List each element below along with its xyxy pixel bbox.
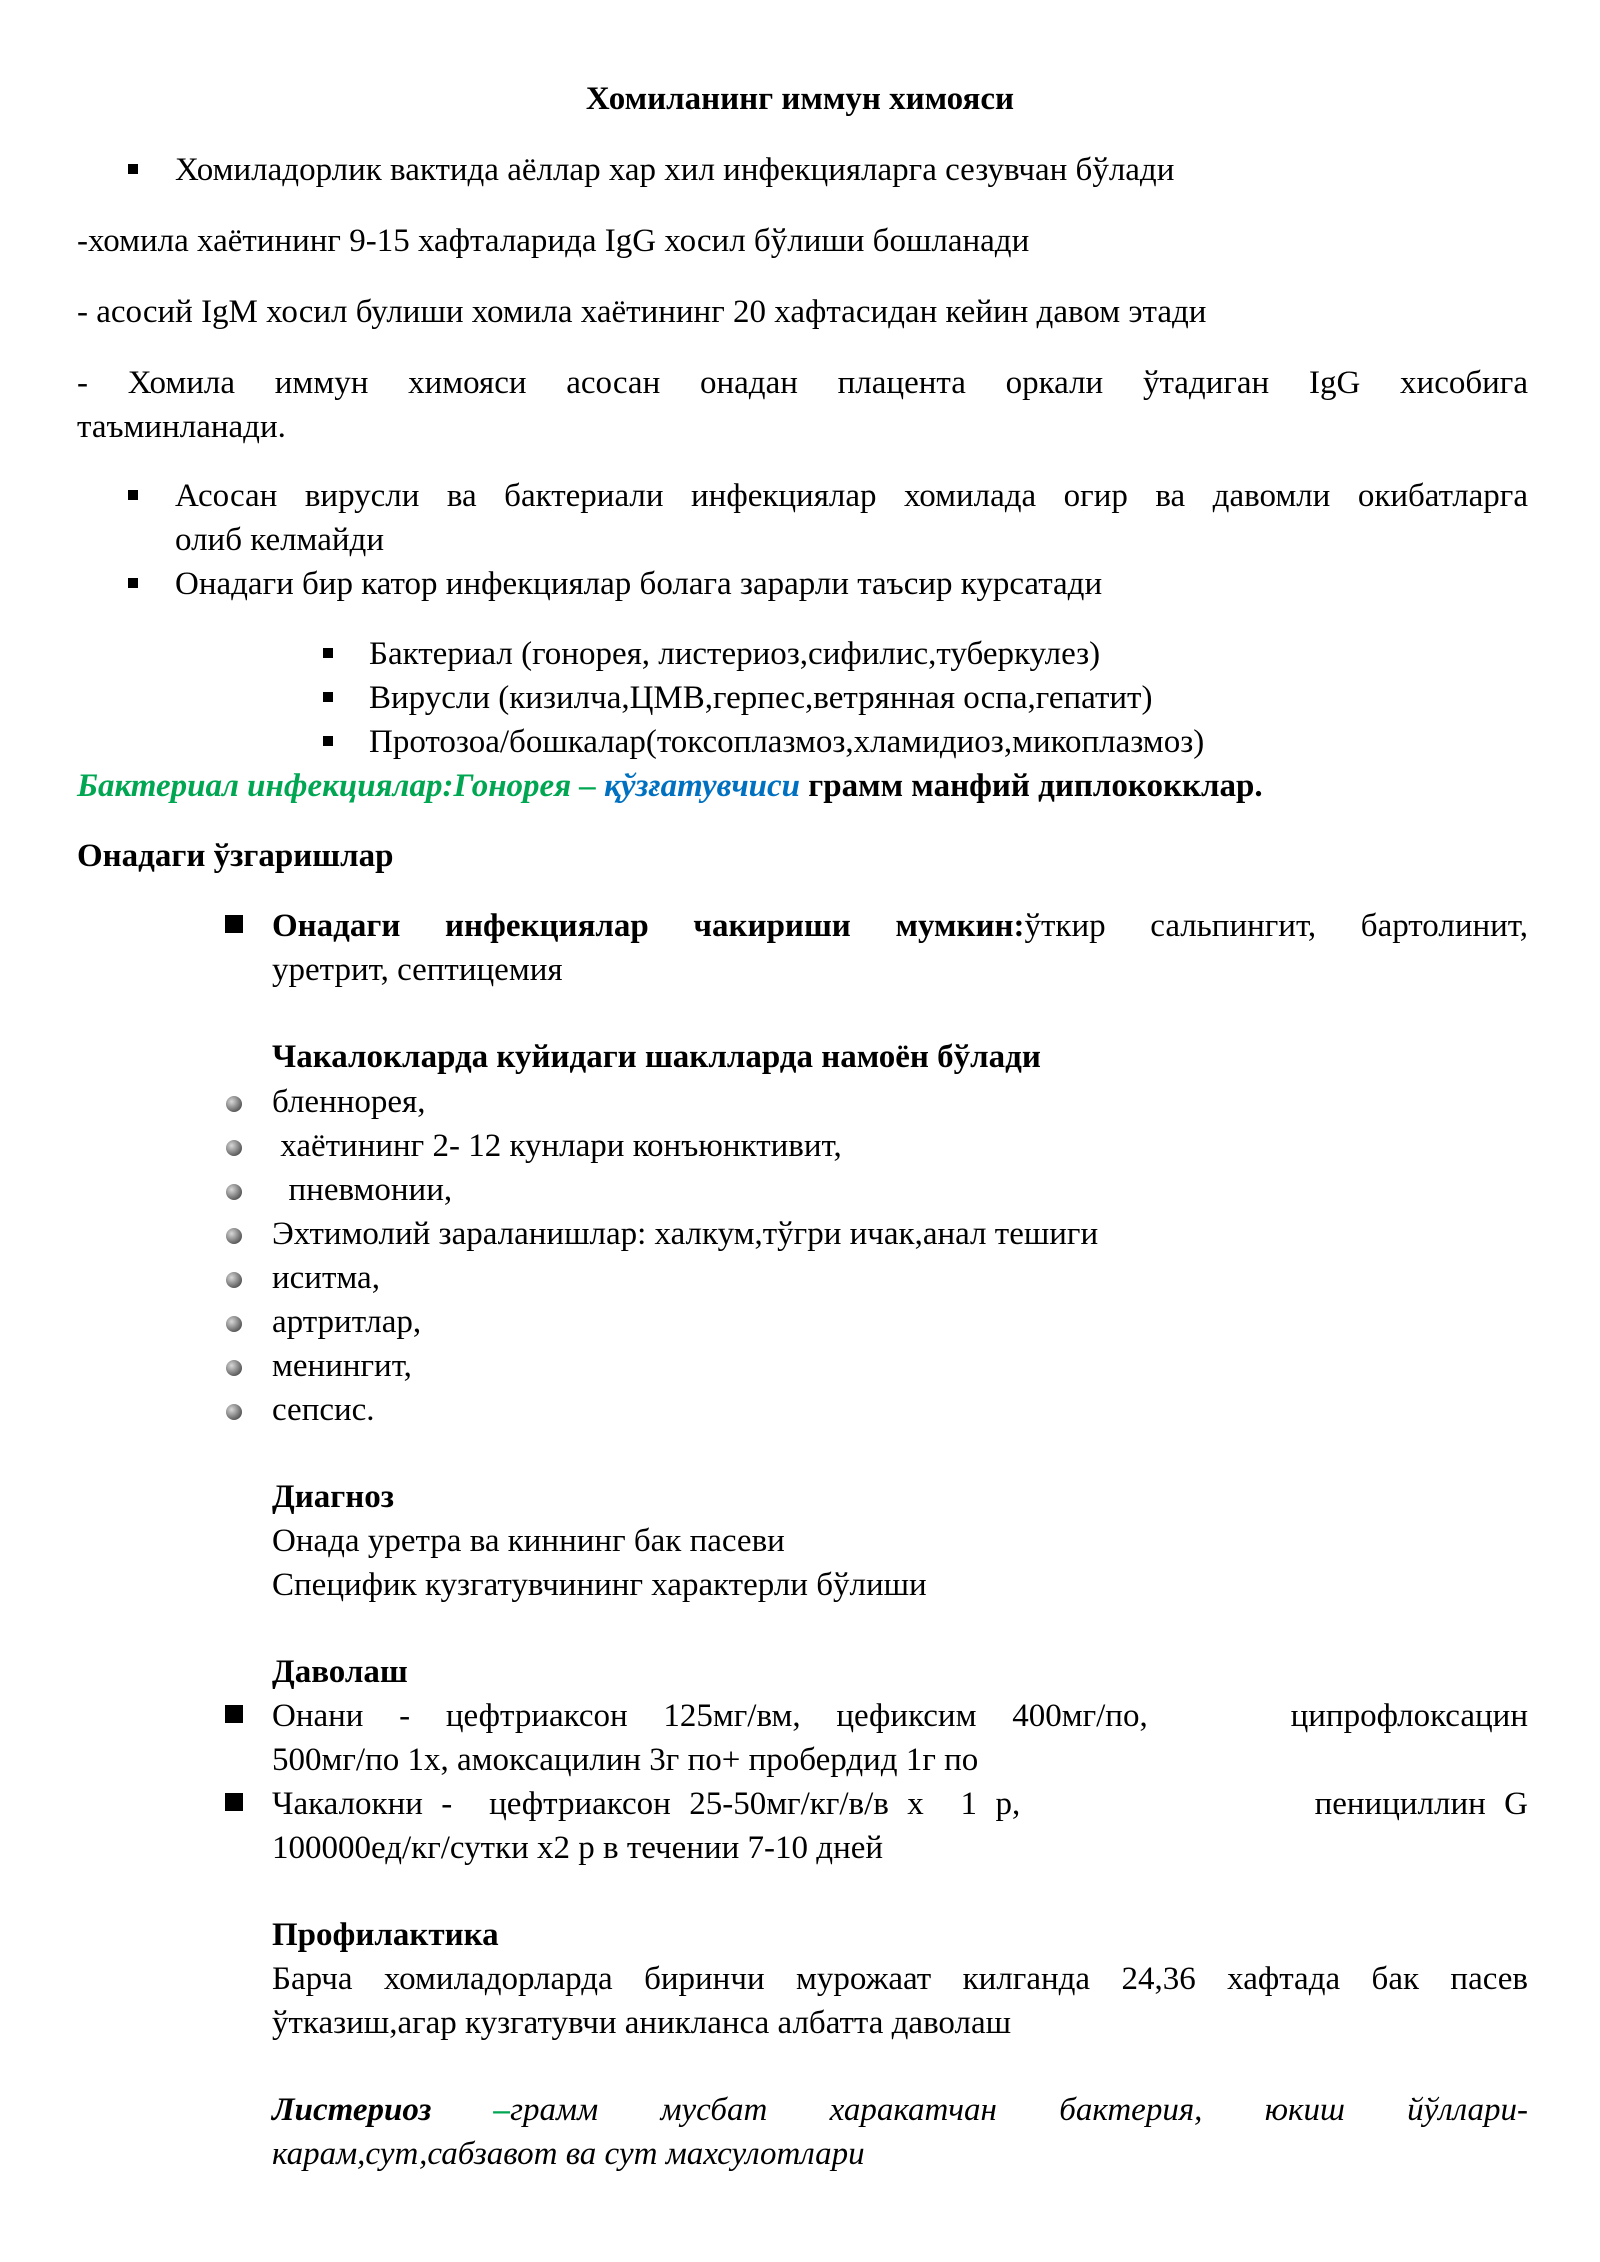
square-bullet-icon	[323, 736, 333, 746]
listeria-description: грамм мусбат харакатчан бактерия, юкиш йўллари-	[510, 2092, 1528, 2128]
square-bullet-icon	[323, 692, 333, 702]
mother-infections-label: Онадаги инфекциялар чакириши мумкин:	[272, 908, 1025, 944]
square-bullet-icon	[225, 1705, 243, 1723]
section-heading: Онадаги ўзгаришлар	[77, 838, 394, 874]
paragraph: - Хомила иммун химояси асосан онадан плацента оркали ўтадиган IgG хисобига	[77, 365, 1528, 401]
section-heading: Чакалокларда куйидаги шаклларда намоён бўлади	[272, 1039, 1041, 1075]
paragraph: Барча хомиладорларда биринчи мурожаат килганда 24,36 хафтада бак пасев	[272, 1961, 1528, 1997]
bullet-text: Асосан вирусли ва бактериали инфекциялар хомилада огир ва давомли окибатларга	[175, 478, 1528, 514]
square-bullet-icon	[128, 578, 138, 588]
list-item: менингит,	[272, 1348, 412, 1384]
bacterial-label: Бактериал инфекциялар:Гонорея –	[77, 768, 605, 804]
section-heading: Даволаш	[272, 1654, 408, 1690]
round-bullet-icon	[226, 1272, 242, 1288]
paragraph: -хомила хаётининг 9-15 хафталарида IgG хосил бўлиши бошланади	[77, 223, 1030, 259]
page-title: Хомиланинг иммун химояси	[585, 81, 1015, 117]
round-bullet-icon	[226, 1404, 242, 1420]
square-bullet-icon	[128, 164, 138, 174]
paragraph: - асосий IgM хосил булиши хомила хаётининг 20 хафтасидан кейин давом этади	[77, 294, 1207, 330]
round-bullet-icon	[226, 1140, 242, 1156]
section-heading: Диагноз	[272, 1479, 394, 1515]
list-item: Эхтимолий зараланишлар: халкум,тўгри ичак,анал тешиги	[272, 1216, 1099, 1252]
paragraph: Онада уретра ва киннинг бак пасеви	[272, 1523, 785, 1559]
bullet-text: 500мг/по 1х, амоксацилин 3г по+ пробердид 1г по	[272, 1742, 979, 1778]
list-item: сепсис.	[272, 1392, 375, 1428]
bullet-text: Хомиладорлик вактида аёллар хар хил инфекцияларга сезувчан бўлади	[175, 152, 1175, 188]
list-item: хаётининг 2- 12 кунлари конъюнктивит,	[272, 1128, 842, 1164]
round-bullet-icon	[226, 1184, 242, 1200]
section-heading: Профилактика	[272, 1917, 499, 1953]
agent-description: грамм манфий диплококклар.	[800, 768, 1263, 804]
list-item: бленнорея,	[272, 1084, 426, 1120]
square-bullet-icon	[225, 915, 243, 933]
agent-label: қўзғатувчиси	[604, 768, 801, 804]
list-item: артритлар,	[272, 1304, 422, 1340]
round-bullet-icon	[226, 1096, 242, 1112]
bullet-text: Онадаги бир катор инфекциялар болага зарарли таъсир курсатади	[175, 566, 1103, 602]
bacterial-infections-line	[77, 764, 1263, 808]
round-bullet-icon	[226, 1228, 242, 1244]
sub-bullet-text: Протозоа/бошкалар(токсоплазмоз,хламидиоз,микоплазмоз)	[369, 724, 1205, 760]
bullet-text	[272, 904, 1528, 948]
round-bullet-icon	[226, 1316, 242, 1332]
paragraph: ўтказиш,агар кузгатувчи аникланса албатта даволаш	[272, 2005, 1012, 2041]
paragraph: таъминланади.	[77, 409, 286, 445]
bullet-text: Чакалокни - цефтриаксон 25-50мг/кг/в/в х 1 р, пенициллин G	[272, 1786, 1528, 1822]
square-bullet-icon	[128, 490, 138, 500]
sub-bullet-text: Бактериал (гонорея, листериоз,сифилис,туберкулез)	[369, 636, 1101, 672]
listeria-label: Листериоз	[272, 2092, 432, 2128]
mother-infections-list: ўткир сальпингит, бартолинит,	[1024, 908, 1528, 944]
listeria-paragraph	[272, 2088, 1528, 2132]
square-bullet-icon	[323, 648, 333, 658]
bullet-text: Онани - цефтриаксон 125мг/вм, цефиксим 400мг/по, ципрофлоксацин	[272, 1698, 1528, 1734]
bullet-text: олиб келмайди	[175, 522, 384, 558]
sub-bullet-text: Вирусли (кизилча,ЦМВ,герпес,ветрянная оспа,гепатит)	[369, 680, 1153, 716]
list-item: иситма,	[272, 1260, 380, 1296]
square-bullet-icon	[225, 1793, 243, 1811]
paragraph: Специфик кузгатувчининг характерли бўлиши	[272, 1567, 927, 1603]
listeria-dash: –	[431, 2092, 511, 2128]
listeria-paragraph: карам,сут,сабзавот ва сут махсулотлари	[272, 2136, 865, 2172]
list-item: пневмонии,	[272, 1172, 453, 1208]
bullet-text: 100000ед/кг/сутки х2 р в течении 7-10 дней	[272, 1830, 884, 1866]
round-bullet-icon	[226, 1360, 242, 1376]
bullet-text: уретрит, септицемия	[272, 952, 563, 988]
